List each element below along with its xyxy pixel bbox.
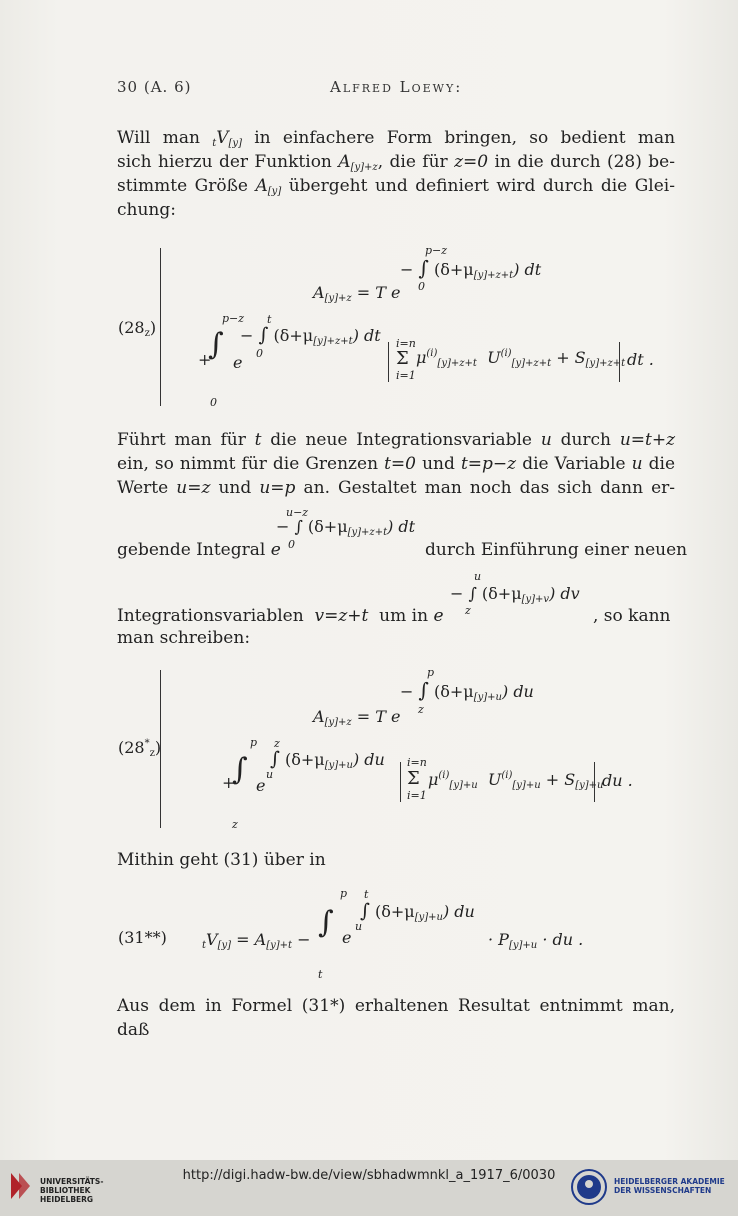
integral-upper-limit: z (274, 737, 280, 750)
equation-lhs: $A_{[y]+z} = T$ e (313, 283, 401, 304)
text-line: durch Einführung einer neuen (425, 540, 688, 560)
integral-sign: ∫ (208, 327, 224, 362)
exponent: ∫ $(\delta+\mu_{[y]+u})$ du (270, 748, 385, 771)
sum-upper-limit: i=n (396, 337, 416, 350)
exponent: − ∫ $(\delta+\mu_{[y]+u})$ du (400, 678, 534, 703)
integral-upper-limit: p (250, 736, 258, 749)
exponent: − ∫ $(\delta+\mu_{[y]+v})$ dv (450, 584, 580, 605)
integral-lower-limit: 0 (418, 280, 425, 293)
footer-bar (0, 1160, 738, 1216)
exponent: − ∫ $(\delta+\mu_{[y]+z+t})$ dt (240, 324, 381, 347)
integral-lower-limit: 0 (210, 396, 217, 409)
paragraph-4 (117, 994, 675, 1042)
sum-lower-limit: i=1 (407, 789, 427, 802)
paragraph-2 (117, 428, 675, 500)
equation-label: $(28_z)$ (118, 318, 157, 339)
integration-variable: du . (602, 771, 633, 790)
integral-lower-limit: 0 (256, 347, 263, 360)
bracket-right (619, 342, 620, 382)
equation-rhs-tail: · $P_{[y]+u}$ · du . (488, 930, 584, 951)
bracket-right (594, 762, 595, 802)
text-line: chung: (117, 200, 176, 220)
integral-upper-limit: p−z (425, 244, 448, 257)
text-line: daß (117, 1020, 150, 1040)
exp-base: e (233, 353, 243, 372)
integral-sign: ∫ (232, 752, 248, 787)
text-line: Führt man für t die neue Integrationsvariable u durch u=t+z (117, 430, 676, 450)
exponent: − ∫ $(\delta+\mu_{[y]+z+t})$ dt (276, 517, 416, 538)
equation-lhs: $_tV_{[y]} = A_{[y]+t}$ − (202, 930, 311, 951)
integral-lower-limit: z (465, 604, 471, 617)
text-line: , so kann (593, 606, 671, 626)
integral-upper-limit: t (267, 313, 272, 326)
integral-lower-limit: u (266, 768, 274, 781)
running-head-author: Alfred Loewy: (330, 78, 463, 96)
text-line: gebende Integral e (117, 540, 281, 560)
integral-upper-limit: p (340, 887, 348, 900)
text-line: sich hierzu der Funktion $A_{[y]+z}$, die für z=0 in die durch (28) be- (117, 152, 675, 173)
exponent: ∫ $(\delta+\mu_{[y]+u})$ du (360, 900, 475, 923)
sigma: Σ (396, 348, 409, 369)
page-reference: 30 (A. 6) (117, 78, 192, 96)
sum-term: $\mu^{(i)}_{[y]+z+t}$ $U^{(i)}_{[y]+z+t} + S_{[y]+z+t}$ (416, 348, 626, 369)
plus-sign: + (222, 773, 236, 792)
text-line: Werte u=z und u=p an. Gestaltet man noch das sich dann er- (117, 478, 676, 498)
exp-base: e (256, 776, 266, 795)
integral-upper-limit: u−z (286, 506, 309, 519)
sum-term: $\mu^{(i)}_{[y]+u}$ $U^{(i)}_{[y]+u} + S_{[y]+u}$ (428, 770, 604, 791)
bracket-left (400, 762, 401, 802)
integral-lower-limit: t (318, 968, 323, 981)
integral-upper-limit: t (364, 888, 369, 901)
equation-lhs: $A_{[y]+z} = T$ e (313, 707, 401, 728)
sigma: Σ (407, 768, 420, 789)
integral-lower-limit: z (232, 818, 238, 831)
exponent: − ∫ $(\delta+\mu_{[y]+z+t})$ dt (400, 256, 542, 281)
text-line: stimmte Größe $A_{[y]}$ übergeht und definiert wird durch die Glei- (117, 176, 675, 197)
exp-base: e (342, 928, 352, 947)
university-library-name: UNIVERSITÄTS- BIBLIOTHEK HEIDELBERG (40, 1177, 104, 1204)
integral-sign: ∫ (318, 905, 334, 940)
equation-label: (31**) (118, 928, 167, 947)
paragraph-1 (117, 126, 675, 222)
integral-upper-limit: p (427, 666, 435, 679)
integral-upper-limit: p−z (222, 312, 245, 325)
text-line: Will man $_tV_{[y]}$ in einfachere Form bringen, so bedient man (117, 128, 676, 149)
sum-upper-limit: i=n (407, 756, 427, 769)
text-line: Integrationsvariablen v=z+t um in e (117, 606, 444, 626)
academy-seal-icon (570, 1168, 608, 1206)
equation-brace (160, 248, 161, 406)
text-line: Aus dem in Formel (31*) erhaltenen Resultat entnimmt man, (117, 996, 675, 1016)
equation-label: $(28^*_z)$ (118, 738, 162, 759)
plus-sign: + (198, 350, 212, 369)
paragraph-3: Mithin geht (31) über in (117, 850, 326, 870)
permalink-url[interactable]: http://digi.hadw-bw.de/view/sbhadwmnkl_a_1917_6/0030 (182, 1168, 556, 1183)
integral-lower-limit: z (418, 703, 424, 716)
academy-name: HEIDELBERGER AKADEMIE DER WISSENSCHAFTEN (614, 1177, 725, 1195)
text-line: ein, so nimmt für die Grenzen t=0 und t=p−z die Variable u die (117, 454, 676, 474)
integral-lower-limit: 0 (288, 538, 295, 551)
text-line: man schreiben: (117, 628, 251, 648)
integral-lower-limit: u (355, 920, 363, 933)
integration-variable: dt . (627, 350, 654, 369)
sum-lower-limit: i=1 (396, 369, 416, 382)
integral-upper-limit: u (474, 570, 482, 583)
bracket-left (388, 342, 389, 382)
